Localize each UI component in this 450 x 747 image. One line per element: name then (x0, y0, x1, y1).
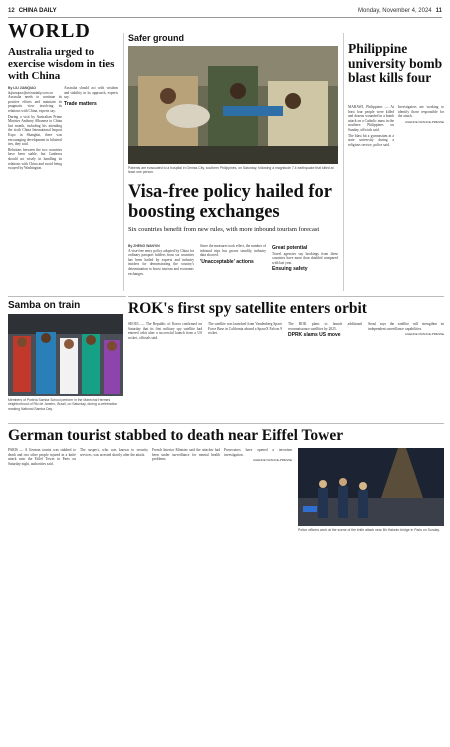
section-rule (8, 423, 444, 424)
issue-date: Monday, November 4, 2024 (358, 8, 432, 14)
visa-column-2 (200, 244, 266, 292)
eiffel-credit: AGENCE FRANCE-PRESSE (252, 458, 292, 463)
visa-subhead-1: 'Unacceptable' actions (200, 258, 254, 265)
visa-deck: Six countries benefit from new rules, with more inbound tourism forecast (128, 226, 320, 233)
visa-column-3 (272, 244, 338, 292)
australia-email: liujianqiao@chinadaily.com.cn (8, 90, 54, 95)
rok-column-4 (368, 322, 444, 418)
visa-column-1 (128, 244, 194, 292)
visa-para-3: Travel agencies say bookings from these countries have more than doubled compared with last year. (272, 251, 338, 265)
eiffel-column-3 (152, 448, 220, 528)
samba-photo-graphic (8, 314, 123, 396)
eiffel-headline: German tourist stabbed to death near Eiffel Tower (8, 427, 344, 444)
rok-column-1 (128, 322, 202, 418)
section-rule (8, 296, 126, 297)
safer-ground-caption: Patients are evacuated to a hospital in Gemas City, southern Philippines, on Saturday, following a magnitude 7.4 earthquake that killed at least one person. (128, 166, 334, 175)
visa-para-1: A visa-free entry policy adopted by China for ordinary passport holders from six countries has been hailed by experts and industry insiders for demonstrating the country's determination to boost tourism and economic exchanges. (128, 248, 194, 276)
page-number: 12 (8, 8, 15, 14)
rok-para-1: SEOUL — The Republic of Korea confirmed on Saturday that its first military spy satellite had entered orbit after a successful launch from a US rocket, officials said. (128, 322, 202, 340)
philippine-column-1 (348, 105, 394, 290)
visa-byline: By ZHENG WANYIN (128, 244, 160, 248)
visa-headline: Visa-free policy hailed for boosting exchanges (128, 182, 332, 222)
eiffel-photo-graphic (298, 448, 444, 526)
eiffel-para-1: PARIS — A German tourist was stabbed to death and two other people injured in a knife attack near the Eiffel Tower in Paris on Saturday night, authorities said. (8, 448, 76, 466)
visa-subhead-2: Great potential (272, 245, 308, 251)
philippine-para-3: Investigators are working to identify those responsible for the attack. (398, 105, 444, 119)
eiffel-column-4 (224, 448, 292, 528)
eiffel-column-2 (80, 448, 148, 528)
australia-para-2: During a visit by Australian Prime Minister Anthony Albanese to China last month, including his attending the sixth China International Import Expo in Shanghai, there was encouraging development in bilateral ties, they said. (8, 114, 62, 147)
rok-para-2: The satellite was launched from Vandenberg Space Force Base in California aboard a SpaceX Falcon 9 rocket. (208, 322, 282, 336)
paper-logo: CHINA DAILY (18, 8, 57, 14)
philippine-para-1: MARAWI, Philippines — At least four people were killed and dozens wounded in a bomb attack on a Catholic mass in the southern Philippines on Sunday, officials said. (348, 105, 394, 132)
rok-credit: AGENCE FRANCE-PRESSE (404, 332, 444, 337)
rok-subhead: DPRK slams US move (288, 332, 341, 339)
section-rule (128, 296, 444, 297)
eiffel-caption: Police officers work at the scene of the knife attack near Bir Hakeim bridge in Paris on Sunday. (298, 528, 440, 532)
australia-byline: By LIU JIANQIAO (8, 86, 37, 90)
visa-para-2: Since the measures took effect, the number of inbound trips has grown steadily, industry data showed. (200, 244, 266, 258)
australia-headline: Australia urged to exercise wisdom in ties with China (8, 46, 115, 82)
column-divider (343, 33, 344, 291)
eiffel-para-2: The suspect, who was known to security services, was arrested shortly after the attack. (80, 448, 148, 457)
philippine-headline: Philippine university bomb blast kills four (348, 41, 443, 85)
safer-ground-kicker: Safer ground (128, 33, 185, 43)
philippine-column-2 (398, 105, 444, 290)
eiffel-photo (298, 448, 444, 526)
philippine-credit: AGENCE FRANCE-PRESSE (404, 119, 444, 124)
top-rule (8, 17, 442, 18)
australia-column-1 (8, 86, 62, 486)
australia-para-4: Australia should act with wisdom and stability in its approach, experts say. (64, 86, 118, 100)
eiffel-column-1 (8, 448, 76, 528)
samba-photo (8, 314, 123, 396)
eiffel-para-4: Prosecutors have opened a terrorism investigation. (224, 448, 292, 457)
safer-ground-photo (128, 46, 338, 164)
australia-para-3: Relations between the two countries have been stable, but Canberra should act wisely in handling its relations with China and avoid being swayed by Washington. (8, 147, 62, 171)
rok-column-3 (288, 322, 362, 418)
philippine-para-2: The blast hit a gymnasium at a state university during a religious service, police said. (348, 133, 394, 147)
rok-para-3: The ROK plans to launch additional reconnaissance satellites by 2025. (288, 322, 362, 331)
eiffel-para-3: French Interior Minister said the attacker had been under surveillance for mental health problems. (152, 448, 220, 462)
column-divider (123, 33, 124, 291)
samba-kicker: Samba on train (8, 300, 81, 311)
safer-ground-photo-graphic (128, 46, 338, 164)
rok-headline: ROK's first spy satellite enters orbit (128, 300, 367, 317)
australia-para-1: Australia needs to continue its positive efforts and maintain its pragmatic view involving its relations with China, experts say. (8, 95, 62, 113)
section-title: WORLD (8, 20, 91, 42)
australia-subhead: Trade matters (64, 100, 97, 107)
rok-para-4: Seoul says the satellite will strengthen its independent surveillance capabilities. (368, 322, 444, 331)
page-number-right: 11 (435, 8, 442, 14)
visa-subhead-3: Ensuing safety (272, 266, 308, 273)
samba-caption: Members of Portela Samba School perform in the Marechal Hermes neighborhood of Rio de Janeiro, Brazil, on Saturday, during a celebration marking National Samba Day. (8, 398, 118, 411)
australia-column-2 (64, 86, 118, 486)
rok-column-2 (208, 322, 282, 418)
masthead (8, 6, 442, 16)
